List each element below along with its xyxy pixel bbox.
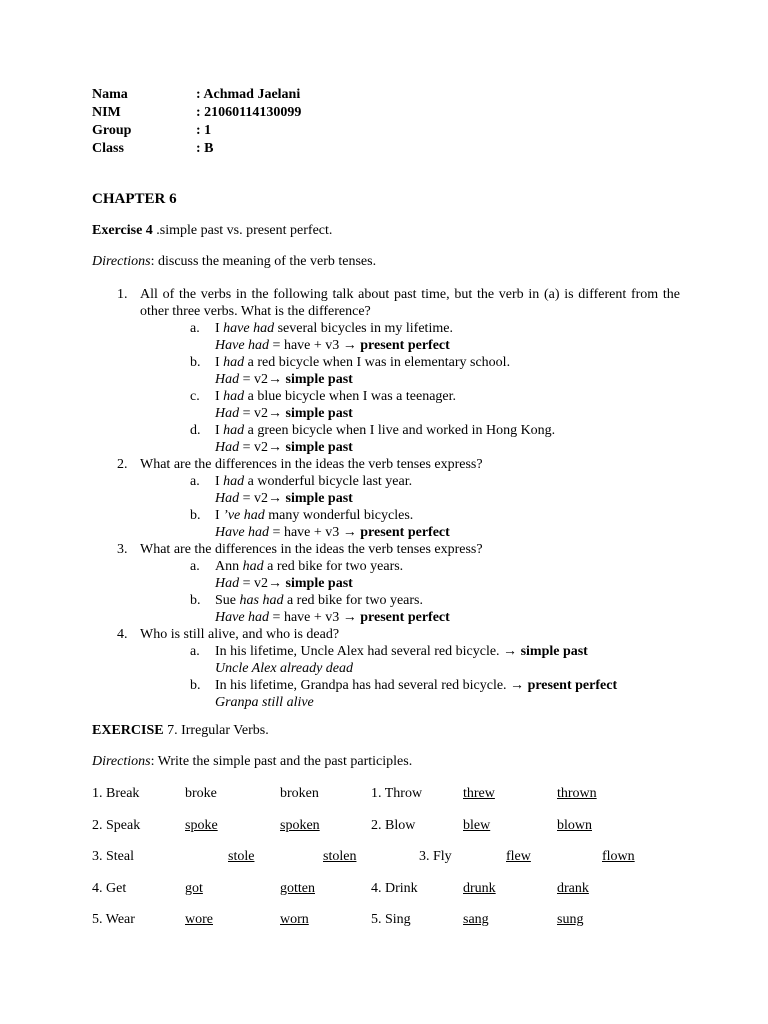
answer-item [92, 473, 680, 507]
text-segment: simple past [285, 406, 353, 421]
verb-cell: drunk [463, 880, 496, 896]
text-segment: I [215, 474, 224, 489]
verb-cell: broken [280, 786, 319, 801]
text-segment: = v2→ [239, 372, 286, 387]
answer-item [92, 558, 680, 592]
answer-line [215, 473, 680, 490]
verb-cell: 5. Wear [92, 912, 135, 927]
verb-cell: broke [185, 786, 217, 801]
header-row [92, 104, 680, 122]
answer-body [215, 422, 680, 456]
answer-item [92, 388, 680, 422]
text-segment: Have had [215, 525, 270, 540]
text-segment: I [215, 355, 224, 370]
text-segment: = have + v3 → [269, 338, 361, 353]
verb-cell: blown [557, 817, 592, 833]
text-segment: several bicycles in my lifetime. [274, 321, 453, 336]
text-segment: Granpa still alive [215, 695, 314, 710]
answer-item [92, 422, 680, 456]
header-value: : 1 [196, 123, 212, 138]
header-label: Nama [92, 87, 128, 102]
answer-line [215, 643, 680, 660]
question-body [140, 456, 680, 473]
answer-line [215, 354, 680, 371]
header-value: : Achmad Jaelani [196, 87, 301, 102]
answer-letter: b. [190, 593, 201, 608]
question-number: 4. [117, 627, 128, 642]
answer-line [215, 405, 680, 422]
answer-letter: b. [190, 355, 201, 370]
question-body [140, 286, 680, 320]
answer-letter: a. [190, 321, 200, 336]
text-segment: EXERCISE [92, 723, 164, 738]
text-segment: = v2→ [239, 406, 286, 421]
question-prompt [140, 541, 680, 558]
text-segment: = v2→ [239, 440, 286, 455]
verb-cell: 5. Sing [371, 912, 411, 927]
answer-line [215, 337, 680, 354]
answer-letter: a. [190, 559, 200, 574]
answer-body [215, 677, 680, 711]
text-segment: had [223, 474, 245, 489]
text-segment: present perfect [360, 338, 450, 353]
answer-line [215, 592, 680, 609]
verb-row [92, 848, 680, 880]
text-segment: a blue bicycle when I was a teenager. [244, 389, 457, 404]
verb-cell: flew [506, 849, 531, 864]
text-segment: 7. Irregular Verbs. [163, 723, 269, 738]
answer-line [215, 507, 680, 524]
header-label: NIM [92, 105, 121, 120]
answer-body [215, 558, 680, 592]
question [92, 541, 680, 558]
answer-body [215, 592, 680, 626]
question-prompt [140, 456, 680, 473]
answer-body [215, 643, 680, 677]
question-prompt [140, 626, 680, 643]
verb-cell: 3. Steal [92, 849, 134, 864]
question [92, 626, 680, 643]
verb-cell: flown [602, 849, 635, 864]
answer-line [215, 694, 680, 711]
answer-line [215, 677, 680, 694]
text-segment: Ann [215, 559, 243, 574]
answer-letter: c. [190, 389, 200, 404]
text-segment: = v2→ [239, 576, 286, 591]
answer-line [215, 320, 680, 337]
answer-body [215, 473, 680, 507]
answer-body [215, 320, 680, 354]
verb-cell: got [185, 880, 203, 896]
text-segment: a red bike for two years. [283, 593, 424, 608]
verb-cell: worn [280, 912, 309, 927]
verb-cell: stolen [323, 849, 357, 864]
text-segment: Had [215, 491, 240, 506]
text-segment: Have had [215, 338, 270, 353]
text-segment: simple past [285, 372, 353, 387]
exercise7-title [92, 722, 680, 739]
text-segment: I [215, 321, 224, 336]
answer-line [215, 609, 680, 626]
text-segment: Had [215, 406, 240, 421]
question-number: 1. [117, 287, 128, 302]
text-segment: had [223, 355, 245, 370]
header-value: : 21060114130099 [196, 105, 302, 120]
question-number: 3. [117, 542, 128, 557]
exercise7-directions [92, 753, 680, 770]
answer-item [92, 507, 680, 541]
verb-cell: 2. Speak [92, 817, 141, 833]
text-segment: Sue [215, 593, 240, 608]
verb-row [92, 817, 680, 849]
answer-body [215, 354, 680, 388]
text-segment: ’ve had [223, 508, 265, 523]
verb-cell: 1. Throw [371, 786, 423, 801]
answer-letter: b. [190, 678, 201, 693]
text-segment: In his lifetime, Grandpa has had several red bicycle. → [215, 678, 528, 693]
verb-cell: thrown [557, 786, 597, 801]
answer-item [92, 677, 680, 711]
question [92, 286, 680, 320]
text-segment: have had [223, 321, 275, 336]
answer-letter: a. [190, 644, 200, 659]
text-segment: I [215, 508, 224, 523]
text-segment: simple past [285, 440, 353, 455]
text-segment: In his lifetime, Uncle Alex had several red bicycle. → [215, 644, 521, 659]
answer-item [92, 354, 680, 388]
text-segment: had [223, 389, 245, 404]
text-segment: had [223, 423, 245, 438]
text-segment: What are the differences in the ideas the verb tenses express? [140, 542, 483, 557]
verb-cell: 1. Break [92, 786, 140, 801]
text-segment: a red bicycle when I was in elementary school. [244, 355, 511, 370]
text-segment: I [215, 389, 224, 404]
answer-letter: d. [190, 423, 201, 438]
text-segment: : Write the simple past and the past participles. [150, 754, 413, 769]
verb-cell: drank [557, 880, 589, 896]
verb-cell: 2. Blow [371, 817, 416, 833]
text-segment: Had [215, 576, 240, 591]
answer-line [215, 490, 680, 507]
verb-cell: sang [463, 912, 489, 927]
verb-row [92, 911, 680, 943]
answer-line [215, 524, 680, 541]
header-row [92, 140, 680, 158]
answer-letter: b. [190, 508, 201, 523]
text-segment: simple past [285, 576, 353, 591]
text-segment: = have + v3 → [269, 610, 361, 625]
text-segment: .simple past vs. present perfect. [156, 223, 333, 238]
text-segment: Had [215, 372, 240, 387]
text-segment: present perfect [527, 678, 618, 693]
text-segment: had [242, 559, 264, 574]
question-body [140, 626, 680, 643]
question [92, 456, 680, 473]
exercise4-questions [92, 286, 680, 711]
answer-line [215, 558, 680, 575]
verb-cell: 3. Fly [419, 849, 452, 864]
text-segment: Uncle Alex already dead [215, 661, 354, 676]
verb-cell: stole [228, 849, 255, 864]
text-segment: present perfect [360, 610, 450, 625]
exercise4-directions [92, 253, 680, 270]
verb-cell: sung [557, 912, 584, 927]
student-header [92, 86, 680, 158]
header-label: Group [92, 123, 132, 138]
text-segment: I [215, 423, 224, 438]
exercise4-title [92, 222, 680, 239]
question-body [140, 541, 680, 558]
answer-line [215, 422, 680, 439]
chapter-title: CHAPTER 6 [92, 191, 177, 207]
answer-line [215, 575, 680, 592]
question-number: 2. [117, 457, 128, 472]
text-segment: Have had [215, 610, 270, 625]
text-segment: a red bike for two years. [263, 559, 404, 574]
text-segment: Had [215, 440, 240, 455]
text-segment: What are the differences in the ideas the verb tenses express? [140, 457, 483, 472]
answer-line [215, 388, 680, 405]
header-label: Class [92, 141, 124, 156]
text-segment: Exercise 4 [92, 223, 157, 238]
header-value: : B [196, 141, 214, 156]
answer-line [215, 660, 680, 677]
verb-cell: gotten [280, 880, 315, 896]
text-segment: a green bicycle when I live and worked in Hong Kong. [244, 423, 556, 438]
irregular-verbs-table [92, 785, 680, 943]
text-segment: present perfect [360, 525, 450, 540]
answer-line [215, 439, 680, 456]
text-segment: Directions [92, 754, 151, 769]
text-segment: = v2→ [239, 491, 286, 506]
text-segment: : discuss the meaning of the verb tenses. [150, 254, 377, 269]
text-segment: simple past [520, 644, 588, 659]
answer-item [92, 592, 680, 626]
answer-letter: a. [190, 474, 200, 489]
text-segment: simple past [285, 491, 353, 506]
verb-cell: threw [463, 786, 495, 801]
answer-item [92, 643, 680, 677]
text-segment: has had [239, 593, 284, 608]
verb-cell: spoken [280, 817, 320, 833]
answer-body [215, 507, 680, 541]
answer-line [215, 371, 680, 388]
header-row [92, 86, 680, 104]
text-segment: All of the verbs in the following talk about past time, but the verb in (a) is different from the other three verbs. What is the difference? [140, 287, 680, 319]
question-prompt [140, 286, 680, 320]
verb-cell: 4. Get [92, 880, 127, 896]
text-segment: many wonderful bicycles. [264, 508, 414, 523]
verb-cell: spoke [185, 817, 218, 833]
verb-cell: blew [463, 817, 491, 833]
header-row [92, 122, 680, 140]
text-segment: Who is still alive, and who is dead? [140, 627, 340, 642]
text-segment: a wonderful bicycle last year. [244, 474, 413, 489]
verb-row [92, 785, 680, 817]
answer-item [92, 320, 680, 354]
text-segment: = have + v3 → [269, 525, 361, 540]
verb-cell: 4. Drink [371, 880, 418, 896]
text-segment: Directions [92, 254, 151, 269]
answer-body [215, 388, 680, 422]
verb-row [92, 880, 680, 912]
verb-cell: wore [185, 912, 213, 927]
